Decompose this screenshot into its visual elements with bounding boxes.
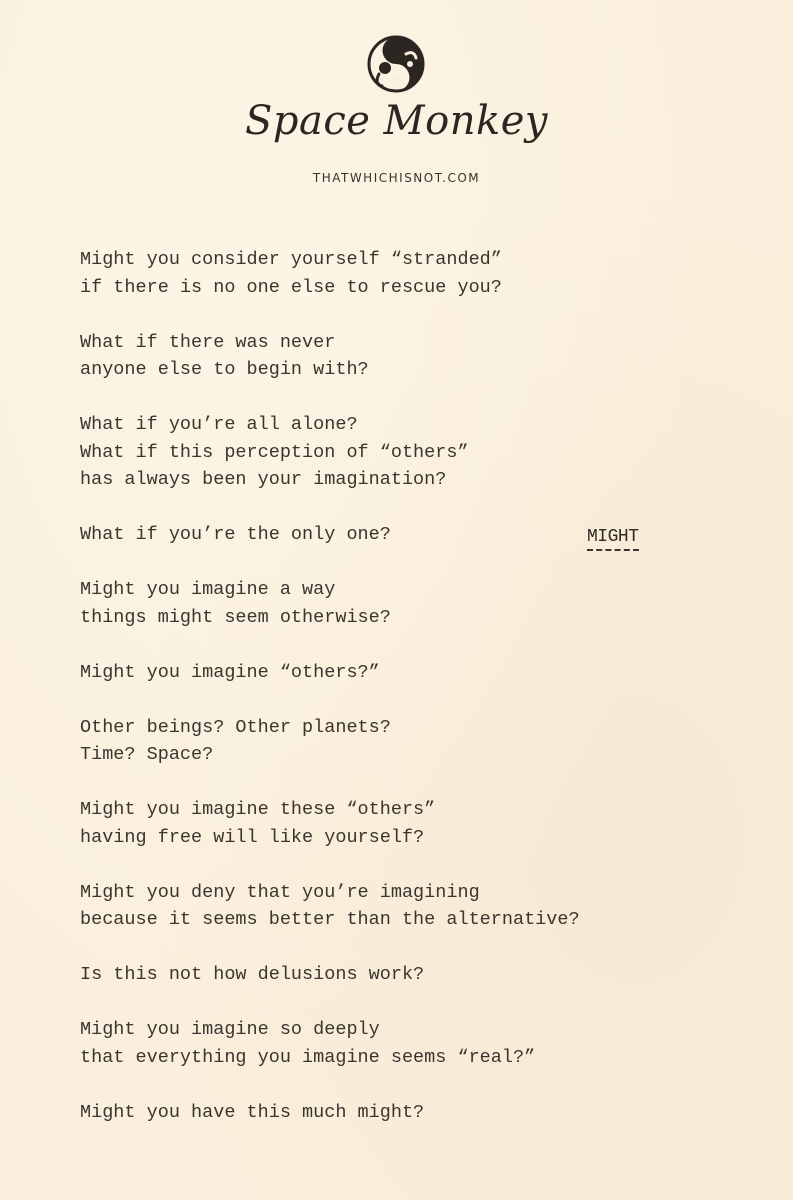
poem-line: Might you imagine these “others” [80,799,436,820]
stanza [80,411,760,494]
poem-line: because it seems better than the alternative? [80,909,580,930]
poem-line: Might you imagine so deeply [80,1019,380,1040]
poem-line: has always been your imagination? [80,469,447,490]
stanza [80,961,760,989]
stanza [80,1099,760,1127]
stanza [80,659,760,687]
poem-line: What if you’re the only one? [80,524,391,545]
poem-line: What if this perception of “others” [80,441,469,463]
stanza [80,879,760,934]
stanza [80,796,760,851]
stanza [80,521,760,549]
poem-line: Might you consider yourself “stranded” [80,249,502,270]
stanza [80,714,760,769]
poem-line: things might seem otherwise? [80,606,391,628]
stanza [80,329,760,384]
poem-body [80,246,760,1154]
poem-line: Might you imagine a way [80,579,336,600]
poem-title: MIGHT [587,526,639,551]
monkey-yin-yang-logo-icon [366,34,426,94]
poem-line: Is this not how delusions work? [80,964,425,985]
poem-line: Other beings? Other planets? [80,716,391,738]
poem-line: Time? Space? [80,744,214,765]
poem-line: Might you have this much might? [80,1101,425,1123]
poem-line: Might you imagine “others?” [80,661,380,683]
stanza [80,576,760,631]
poem-line: What if there was never [80,331,336,353]
poem-line: if there is no one else to rescue you? [80,276,502,298]
poem-line: Might you deny that you’re imagining [80,881,480,903]
brand-name: Space Monkey [245,98,548,144]
site-domain: THATWHICHISNOT.COM [312,171,481,185]
poem-line: having free will like yourself? [80,826,425,848]
stanza [80,246,760,301]
poem-line: anyone else to begin with? [80,359,369,380]
poem-line: What if you’re all alone? [80,414,358,435]
stanza [80,1016,760,1071]
poem-line: that everything you imagine seems “real?” [80,1046,536,1068]
